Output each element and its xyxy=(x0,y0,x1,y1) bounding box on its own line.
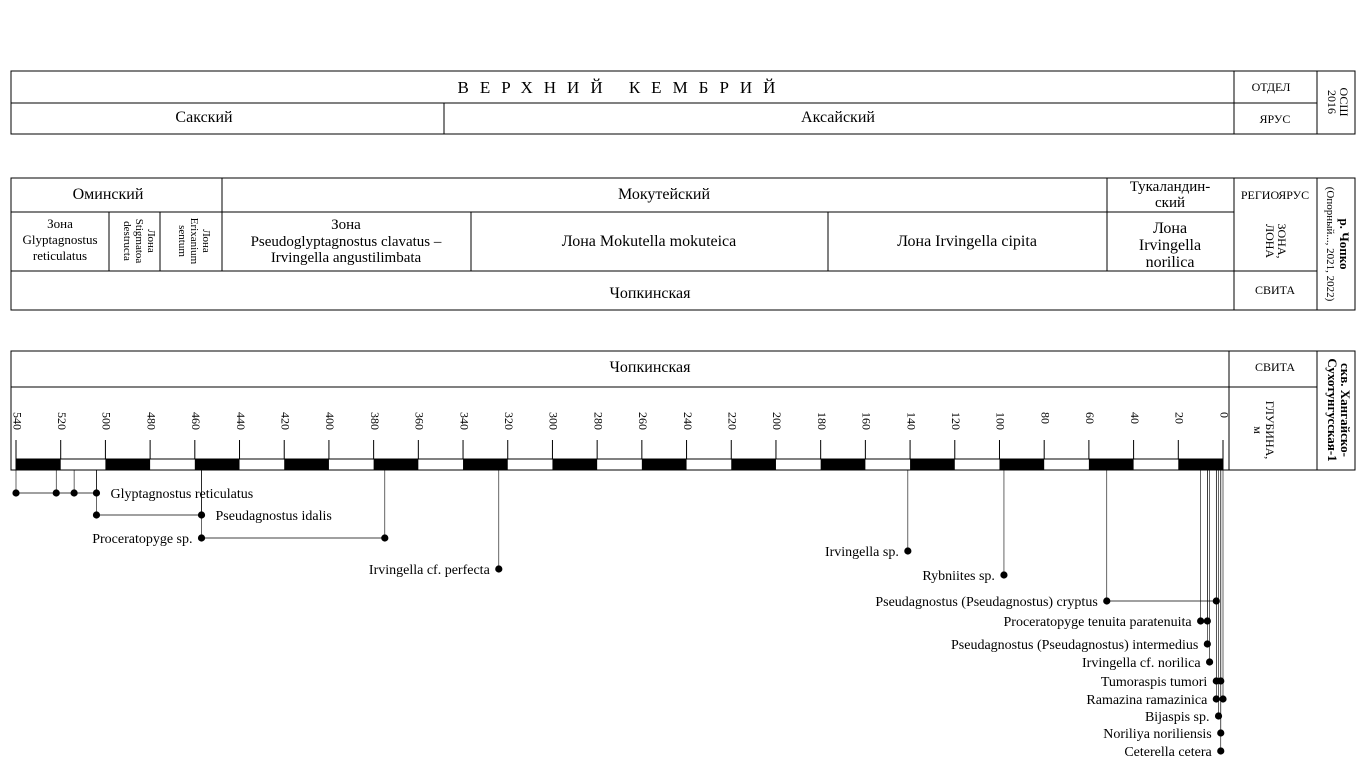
depth-tick-label: 0 xyxy=(1217,412,1232,418)
scale-segment xyxy=(642,459,687,470)
occurrence-dot xyxy=(12,489,19,496)
side-label-borehole-2: Сухотунгусская-1 xyxy=(1325,358,1340,462)
depth-tick-label: 280 xyxy=(591,412,606,430)
taxon-range xyxy=(875,470,1220,610)
lona-mokutella: Лона Mokutella mokuteica xyxy=(561,233,737,250)
lona-irvingella-norilica-3: norilica xyxy=(1145,254,1195,271)
title-upper-cambrian: ВЕРХНИЙ КЕМБРИЙ xyxy=(457,78,787,97)
depth-tick-label: 60 xyxy=(1083,412,1098,424)
depth-tick-label: 480 xyxy=(144,412,159,430)
depth-tick-label: 260 xyxy=(636,412,651,430)
depth-tick-label: 320 xyxy=(501,412,516,430)
taxon-label: Pseudagnostus (Pseudagnostus) cryptus xyxy=(875,595,1098,610)
taxon-label: Pseudagnostus idalis xyxy=(215,509,332,524)
depth-tick-label: 520 xyxy=(54,412,69,430)
occurrence-dot xyxy=(1197,617,1204,624)
taxon-label: Irvingella cf. norilica xyxy=(1082,656,1201,671)
taxon-label: Ceterella cetera xyxy=(1124,745,1212,760)
formation-chopkinskaya-2: Чопкинская xyxy=(609,359,691,376)
depth-tick-label: 100 xyxy=(993,412,1008,430)
taxon-label: Irvingella cf. perfecta xyxy=(368,563,490,578)
scale-segment xyxy=(1089,459,1134,470)
zone-glyptagnostus-1: Зона xyxy=(47,216,73,231)
zone-lona-label-1: ЗОНА, xyxy=(1275,223,1289,259)
depth-tick-label: 20 xyxy=(1172,412,1187,424)
scale-segment xyxy=(1178,459,1223,470)
lona-stigmatoa-1: Лона xyxy=(145,229,157,253)
taxon-label: Tumoraspis tumori xyxy=(1100,675,1208,690)
scale-segment xyxy=(16,459,61,470)
occurrence-dot xyxy=(381,534,388,541)
depth-tick-label: 460 xyxy=(189,412,204,430)
occurrence-dot xyxy=(1206,658,1213,665)
taxon-label: Ramazina ramazinica xyxy=(1086,693,1208,708)
regioyarus-label: РЕГИОЯРУС xyxy=(1240,188,1310,202)
regio-tukalandinsky-2: ский xyxy=(1155,195,1185,211)
occurrence-dot xyxy=(71,489,78,496)
occurrence-dot xyxy=(93,511,100,518)
lona-erixanium-2: Erixanium xyxy=(188,217,200,265)
depth-tick-label: 360 xyxy=(412,412,427,430)
scale-segment xyxy=(463,459,508,470)
side-label-2016: 2016 xyxy=(1325,90,1339,114)
occurrence-dot xyxy=(495,565,502,572)
scale-segment xyxy=(552,459,597,470)
depth-tick-label: 160 xyxy=(859,412,874,430)
depth-tick-label: 300 xyxy=(546,412,561,430)
scale-segment xyxy=(999,459,1044,470)
scale-segment xyxy=(821,459,866,470)
formation-chopkinskaya-1: Чопкинская xyxy=(609,285,691,302)
depth-tick-label: 420 xyxy=(278,412,293,430)
side-label-oshs: ОСШ xyxy=(1337,87,1351,117)
depth-tick-label: 380 xyxy=(367,412,382,430)
occurrence-dot xyxy=(904,547,911,554)
scale-segment xyxy=(731,459,776,470)
zone-lona-label-2: ЛОНА xyxy=(1263,223,1277,259)
scale-segment xyxy=(284,459,329,470)
depth-tick-label: 240 xyxy=(680,412,695,430)
zone-pseudoglyptagnostus-1: Зона xyxy=(331,217,361,233)
taxon-ranges xyxy=(12,470,1226,760)
taxon-range xyxy=(12,470,253,502)
side-label-chopko: р. Чопко xyxy=(1337,218,1352,270)
taxon-label: Glyptagnostus reticulatus xyxy=(110,487,254,502)
occurrence-dot xyxy=(1000,571,1007,578)
depth-tick-label: 540 xyxy=(10,412,25,430)
regio-ominsky: Оминский xyxy=(72,186,144,203)
side-label-borehole-1: скв. Хангайско- xyxy=(1338,363,1353,457)
scale-segment xyxy=(105,459,150,470)
svita-label-1: СВИТА xyxy=(1254,283,1296,297)
depth-tick-label: 180 xyxy=(814,412,829,430)
taxon-range xyxy=(369,470,502,578)
otdel-label: ОТДЕЛ xyxy=(1251,80,1291,94)
zone-glyptagnostus-2: Glyptagnostus xyxy=(22,232,98,247)
lona-irvingella-norilica-2: Irvingella xyxy=(1138,237,1202,254)
taxon-label: Bijaspis sp. xyxy=(1144,710,1210,725)
depth-tick-label: 120 xyxy=(949,412,964,430)
taxon-label: Noriliya noriliensis xyxy=(1103,727,1212,742)
zone-pseudoglyptagnostus-2: Pseudoglyptagnostus clavatus – xyxy=(250,234,442,250)
occurrence-dot xyxy=(198,534,205,541)
taxon-label: Proceratopyge sp. xyxy=(92,532,193,547)
depth-tick-label: 440 xyxy=(233,412,248,430)
yarus-label: ЯРУС xyxy=(1259,112,1291,126)
lona-irvingella-norilica-1: Лона xyxy=(1152,220,1188,237)
taxon-label: Rybniites sp. xyxy=(922,569,995,584)
depth-tick-label: 340 xyxy=(457,412,472,430)
depth-tick-label: 400 xyxy=(323,412,338,430)
depth-tick-label: 140 xyxy=(904,412,919,430)
lona-stigmatoa-3: destructa xyxy=(121,221,133,261)
stage-saksky: Сакский xyxy=(175,109,233,126)
depth-axis xyxy=(10,412,1231,470)
zone-pseudoglyptagnostus-3: Irvingella angustilimbata xyxy=(270,250,422,266)
depth-label-2: м xyxy=(1251,426,1265,434)
taxon-range xyxy=(922,470,1007,584)
taxon-label: Pseudagnostus (Pseudagnostus) intermedius xyxy=(951,638,1199,653)
lona-erixanium-3: sentum xyxy=(176,225,188,257)
depth-tick-label: 40 xyxy=(1127,412,1142,424)
stage-aksaysky: Аксайский xyxy=(801,109,875,126)
regio-mokuteysky: Мокутейский xyxy=(617,186,711,203)
occurrence-dot xyxy=(1217,747,1224,754)
depth-tick-label: 80 xyxy=(1038,412,1053,424)
taxon-range xyxy=(1086,470,1226,708)
occurrence-dot xyxy=(53,489,60,496)
depth-tick-label: 220 xyxy=(725,412,740,430)
depth-label-1: ГЛУБИНА, xyxy=(1263,400,1277,460)
lona-irvingella-cipita: Лона Irvingella cipita xyxy=(897,233,1037,250)
depth-tick-label: 200 xyxy=(770,412,785,430)
zone-glyptagnostus-3: reticulatus xyxy=(32,248,88,263)
scale-segment xyxy=(195,459,240,470)
scale-segment xyxy=(910,459,955,470)
taxon-label: Proceratopyge tenuita paratenuita xyxy=(1003,615,1192,630)
lona-stigmatoa-2: Stigmatoa xyxy=(133,218,145,264)
svita-label-2: СВИТА xyxy=(1254,360,1296,374)
taxon-label: Irvingella sp. xyxy=(824,545,899,560)
regio-tukalandinsky-1: Тукаландин- xyxy=(1129,179,1211,195)
occurrence-dot xyxy=(1103,597,1110,604)
scale-segment xyxy=(374,459,419,470)
taxon-range xyxy=(825,470,911,560)
lona-erixanium-1: Лона xyxy=(200,229,212,253)
depth-tick-label: 500 xyxy=(99,412,114,430)
side-label-opornyi: (Опорный..., 2021, 2022) xyxy=(1324,186,1336,302)
